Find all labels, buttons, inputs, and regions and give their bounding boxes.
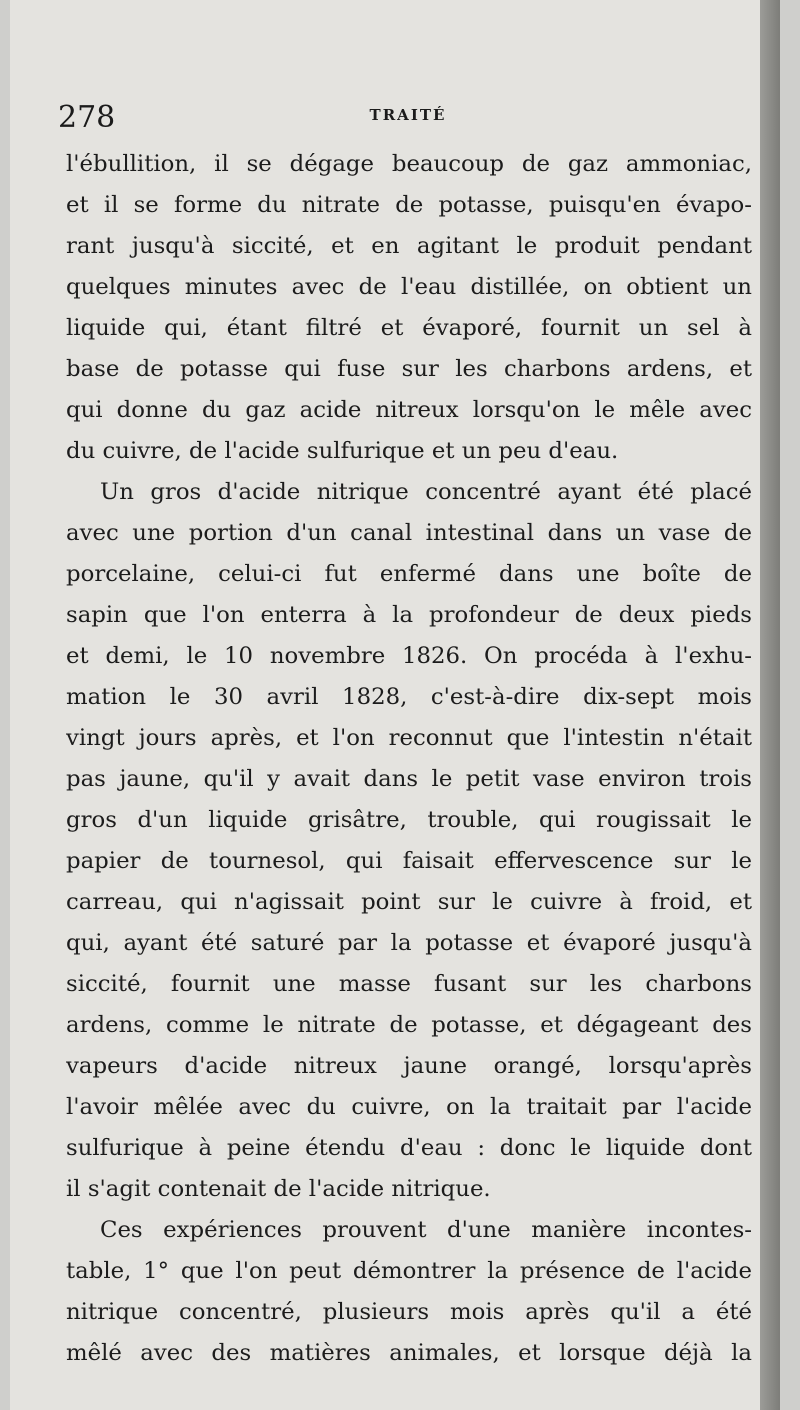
text-line: mation le 30 avril 1828, c'est-à-dire dix-sept mois — [66, 684, 752, 710]
page-edge-shadow — [760, 0, 780, 1410]
text-line: nitrique concentré, plusieurs mois après qu'il a été — [66, 1299, 752, 1325]
text-line: l'ébullition, il se dégage beaucoup de gaz ammoniac, — [66, 151, 752, 177]
text-line: papier de tournesol, qui faisait effervescence sur le — [66, 848, 752, 874]
text-line: sapin que l'on enterra à la profondeur de deux pieds — [66, 602, 752, 628]
text-line: il s'agit contenait de l'acide nitrique. — [66, 1176, 491, 1202]
text-line: qui, ayant été saturé par la potasse et évaporé jusqu'à — [66, 930, 752, 956]
text-line: l'avoir mêlée avec du cuivre, on la traitait par l'acide — [66, 1094, 752, 1120]
page-number: 278 — [58, 100, 116, 135]
running-title: TRAITÉ — [369, 106, 447, 124]
text-line: table, 1° que l'on peut démontrer la présence de l'acide — [66, 1258, 752, 1284]
page-header — [58, 98, 758, 138]
text-line: quelques minutes avec de l'eau distillée, on obtient un — [66, 274, 752, 300]
text-line: sulfurique à peine étendu d'eau : donc le liquide dont — [66, 1135, 752, 1161]
text-line: vingt jours après, et l'on reconnut que l'intestin n'était — [66, 725, 752, 751]
text-line: liquide qui, étant filtré et évaporé, fournit un sel à — [66, 315, 752, 341]
text-line: pas jaune, qu'il y avait dans le petit vase environ trois — [66, 766, 752, 792]
text-line: ardens, comme le nitrate de potasse, et dégageant des — [66, 1012, 752, 1038]
text-line: mêlé avec des matières animales, et lorsque déjà la — [66, 1340, 752, 1366]
text-line: rant jusqu'à siccité, et en agitant le produit pendant — [66, 233, 752, 259]
text-line: siccité, fournit une masse fusant sur les charbons — [66, 971, 752, 997]
book-page — [10, 0, 780, 1410]
text-line: et demi, le 10 novembre 1826. On procéda à l'exhu- — [66, 643, 752, 669]
text-line: et il se forme du nitrate de potasse, puisqu'en évapo- — [66, 192, 752, 218]
text-line: du cuivre, de l'acide sulfurique et un peu d'eau. — [66, 438, 619, 464]
text-line: vapeurs d'acide nitreux jaune orangé, lorsqu'après — [66, 1053, 752, 1079]
text-line: base de potasse qui fuse sur les charbons ardens, et — [66, 356, 752, 382]
text-line: gros d'un liquide grisâtre, trouble, qui rougissait le — [66, 807, 752, 833]
text-line: carreau, qui n'agissait point sur le cuivre à froid, et — [66, 889, 752, 915]
text-line: porcelaine, celui-ci fut enfermé dans une boîte de — [66, 561, 752, 587]
text-line: qui donne du gaz acide nitreux lorsqu'on le mêle avec — [66, 397, 752, 423]
text-line: avec une portion d'un canal intestinal dans un vase de — [66, 520, 752, 546]
text-line: Ces expériences prouvent d'une manière incontes- — [100, 1217, 752, 1243]
text-line: Un gros d'acide nitrique concentré ayant été placé — [100, 479, 752, 505]
body-text — [66, 144, 752, 1374]
